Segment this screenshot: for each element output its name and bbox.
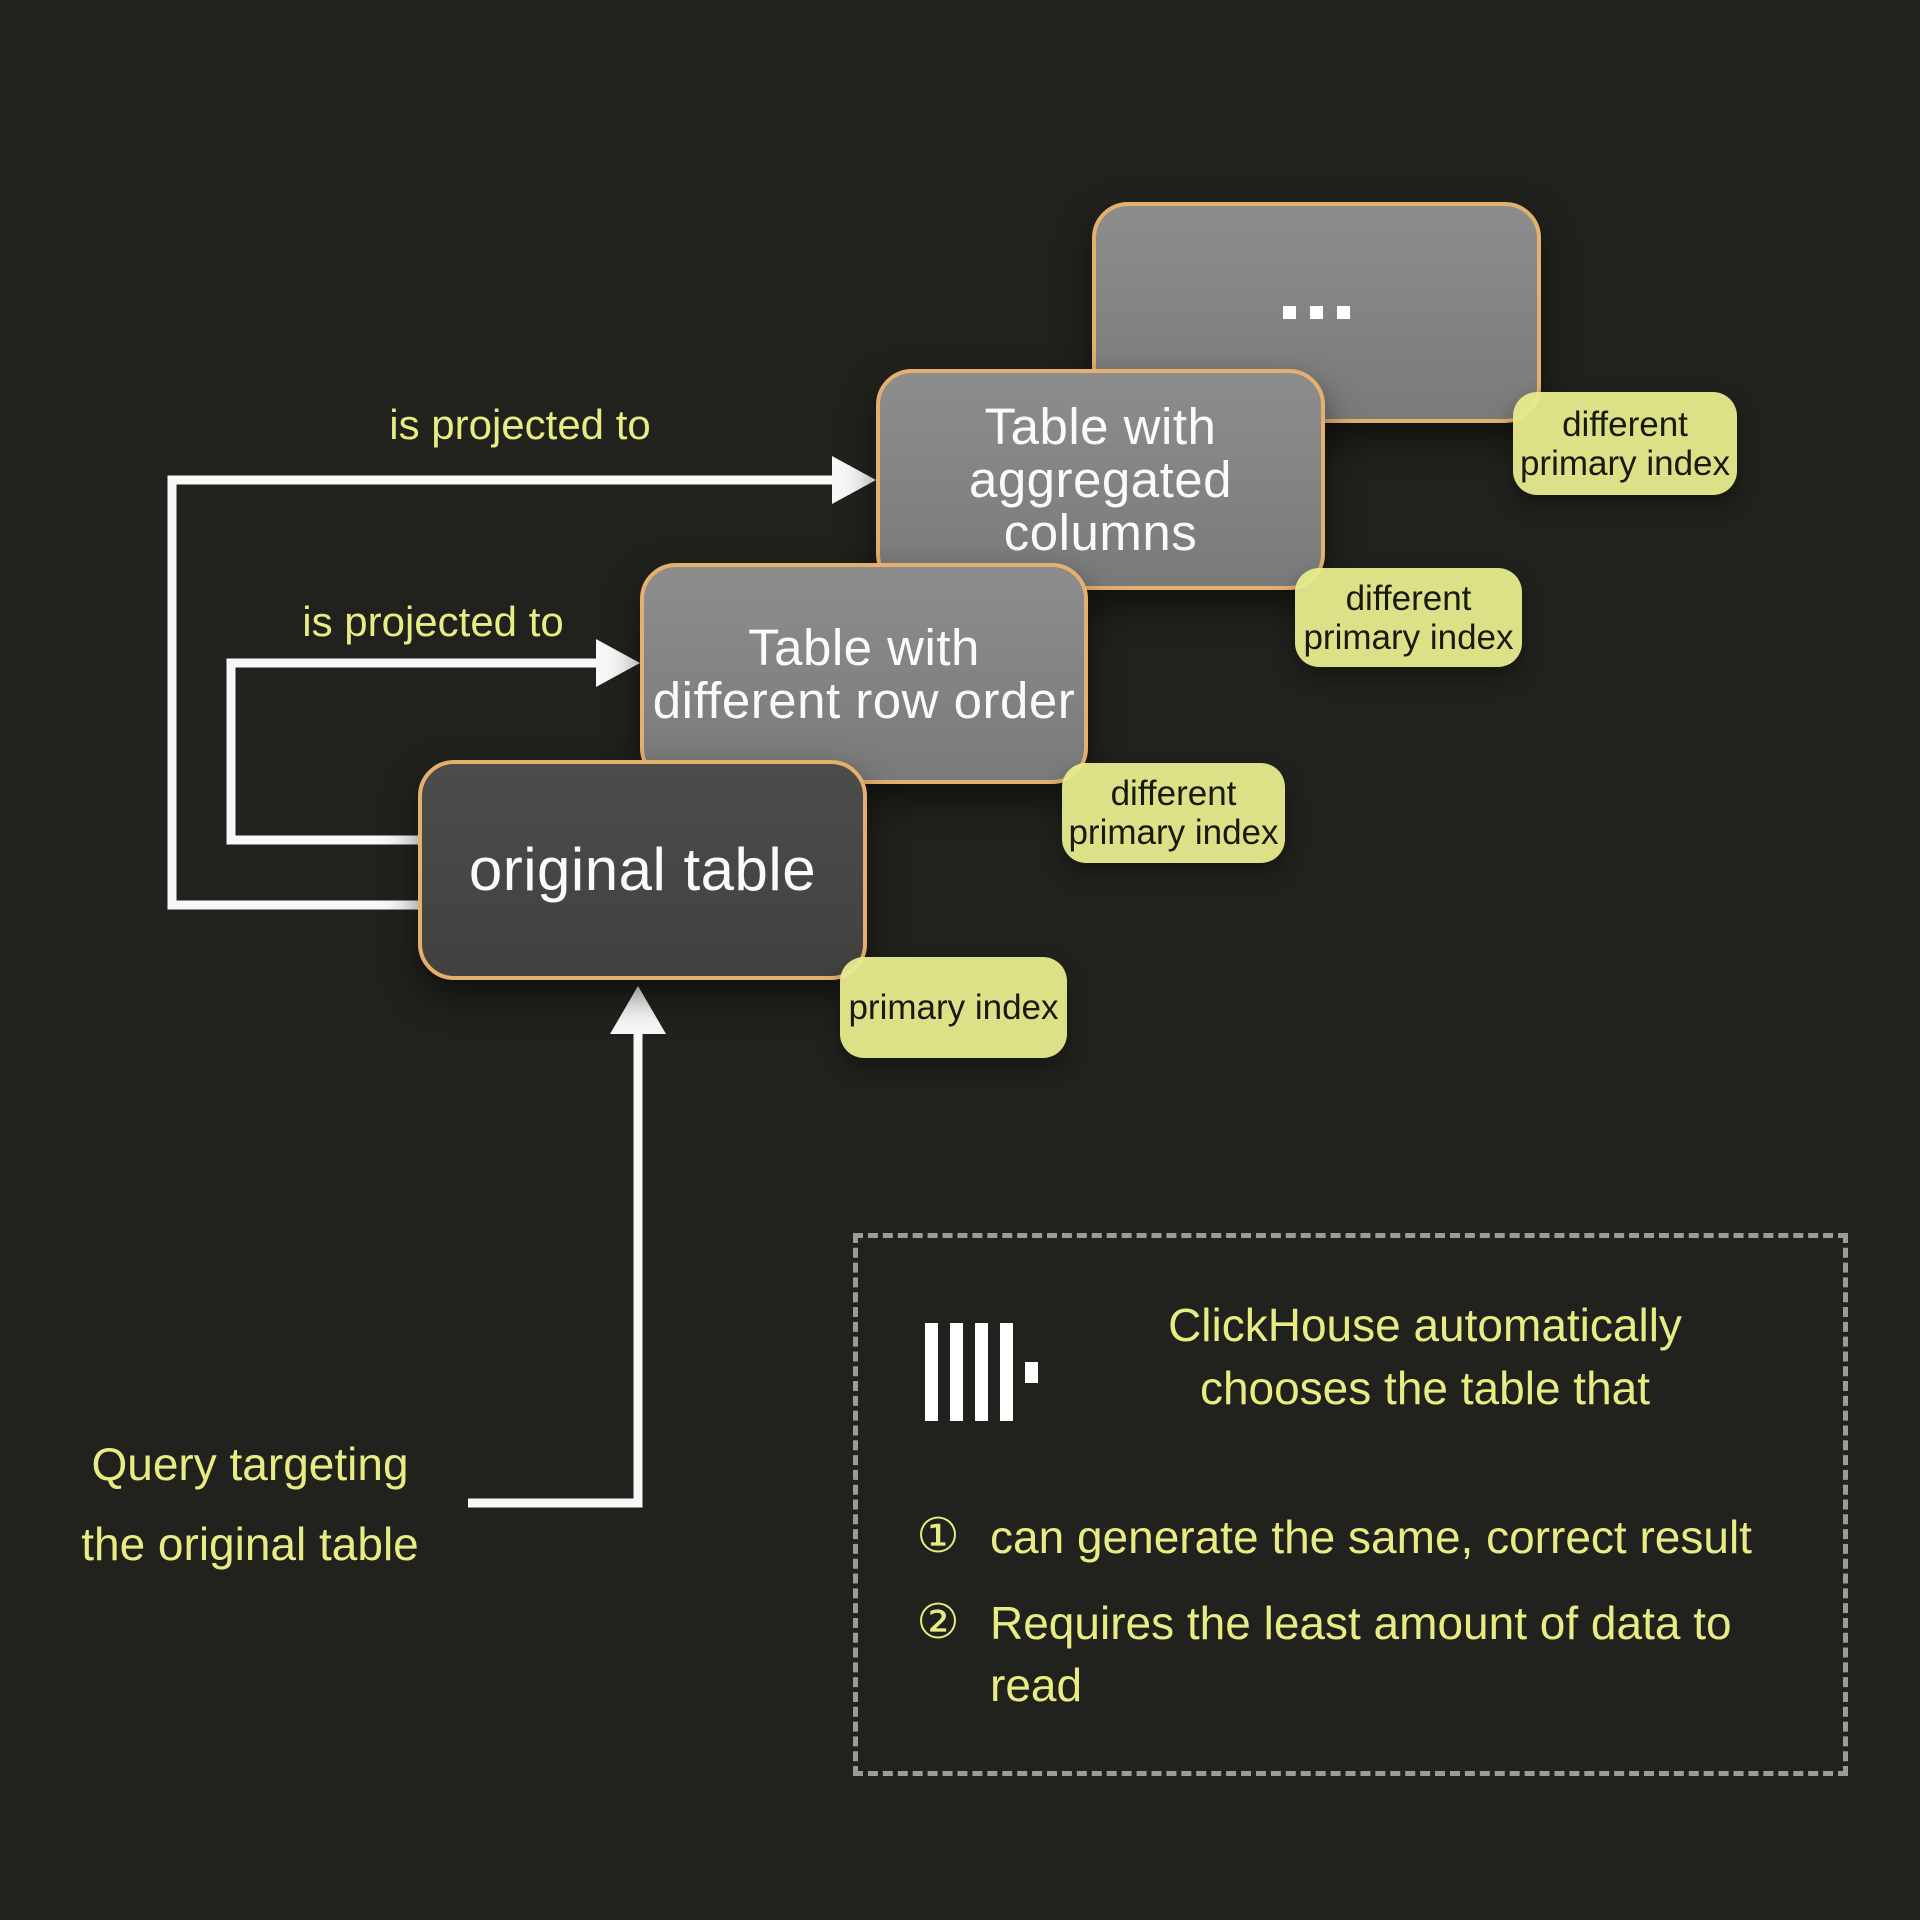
index-tag-aggregated xyxy=(1295,568,1522,667)
arrow-query-to-original xyxy=(468,1032,638,1503)
table-box-label-line: Table with xyxy=(748,618,980,676)
panel-heading-line: ClickHouse automatically xyxy=(1168,1299,1682,1351)
panel-list xyxy=(910,1506,1810,1740)
panel-list-line: read xyxy=(990,1659,1083,1711)
clickhouse-logo-icon xyxy=(925,1323,1045,1421)
edge-label-is-projected-to-bottom: is projected to xyxy=(302,598,564,645)
arrowhead-roworder xyxy=(596,639,640,687)
index-tag-original xyxy=(840,957,1067,1058)
table-box-aggregated xyxy=(876,369,1325,590)
table-box-label: original table xyxy=(468,836,817,903)
index-tag-row-order xyxy=(1062,763,1285,863)
query-note xyxy=(40,1424,460,1584)
table-box-row-order xyxy=(640,563,1088,784)
query-note-line: Query targeting xyxy=(91,1438,409,1490)
panel-heading-line: chooses the table that xyxy=(1199,1362,1651,1414)
arrowhead-original xyxy=(610,986,666,1034)
panel-list-line: can generate the same, correct result xyxy=(990,1511,1752,1563)
table-box-label-line: aggregated columns xyxy=(968,451,1233,561)
circled-two-icon: ② xyxy=(916,1596,960,1649)
panel-heading xyxy=(1095,1294,1755,1420)
panel-list-item-1 xyxy=(910,1506,1810,1568)
tag-line: primary index xyxy=(1303,617,1514,657)
panel-list-item-2 xyxy=(910,1592,1810,1716)
panel-list-item-text xyxy=(990,1592,1810,1716)
info-panel xyxy=(853,1233,1848,1776)
circled-one-icon: ① xyxy=(916,1510,960,1563)
table-box-label-line: Table with xyxy=(984,398,1217,455)
panel-list-item-text xyxy=(990,1506,1810,1568)
tag-line: primary index xyxy=(1519,443,1731,483)
table-box-label-line: different row order xyxy=(652,671,1076,729)
index-tag-ellipsis xyxy=(1513,392,1737,495)
edge-label-is-projected-to-top: is projected to xyxy=(389,401,651,448)
table-box-original xyxy=(418,760,867,980)
tag-line: primary index xyxy=(848,988,1059,1027)
tag-line: different xyxy=(1562,404,1688,444)
tag-line: primary index xyxy=(1068,813,1279,852)
tag-line: different xyxy=(1345,578,1472,618)
panel-list-line: Requires the least amount of data to xyxy=(990,1597,1732,1649)
query-note-line: the original table xyxy=(81,1518,419,1570)
arrowhead-aggregated xyxy=(832,456,876,504)
ellipsis-icon xyxy=(1283,306,1350,319)
tag-line: different xyxy=(1110,774,1237,813)
